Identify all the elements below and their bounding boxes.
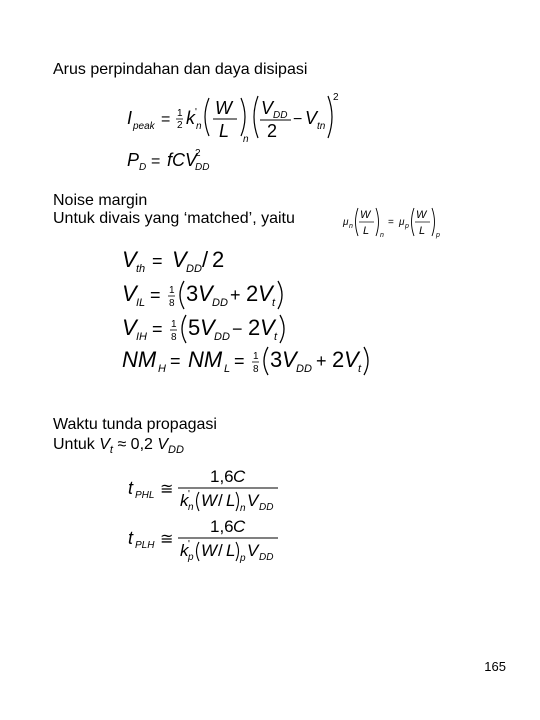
svg-text:V: V bbox=[305, 108, 318, 128]
svg-text:V: V bbox=[344, 347, 359, 372]
svg-text:2: 2 bbox=[248, 315, 261, 340]
formula-vth bbox=[120, 243, 240, 277]
svg-text:t: t bbox=[128, 528, 134, 548]
svg-text:p: p bbox=[405, 223, 409, 230]
svg-text:DD: DD bbox=[296, 363, 312, 375]
svg-text:−: − bbox=[293, 111, 303, 128]
svg-text:8: 8 bbox=[171, 332, 177, 343]
svg-text:=: = bbox=[151, 153, 161, 170]
svg-text:n: n bbox=[349, 223, 353, 230]
svg-text:n: n bbox=[240, 503, 246, 514]
svg-text:DD: DD bbox=[273, 110, 288, 121]
svg-text:th: th bbox=[136, 263, 146, 275]
svg-text:NM: NM bbox=[122, 347, 157, 372]
svg-text:2: 2 bbox=[267, 121, 278, 141]
svg-text:DD: DD bbox=[186, 263, 202, 275]
svg-text:DD: DD bbox=[195, 162, 210, 173]
svg-text:t: t bbox=[358, 363, 362, 375]
vt-symbol: $V_t$ bbox=[99, 436, 113, 457]
svg-text:H: H bbox=[158, 363, 166, 375]
svg-text:L: L bbox=[224, 363, 231, 375]
svg-text:2: 2 bbox=[332, 347, 345, 372]
svg-text:L: L bbox=[419, 225, 426, 237]
svg-text:8: 8 bbox=[253, 364, 259, 375]
svg-text:t: t bbox=[272, 297, 276, 309]
formula-pd bbox=[125, 146, 235, 174]
svg-text:V: V bbox=[122, 281, 137, 306]
section-subheading-vt bbox=[53, 436, 184, 459]
svg-text:L: L bbox=[226, 491, 236, 510]
svg-text:IL: IL bbox=[136, 297, 146, 309]
section-heading-current-power: Arus perpindahan dan daya disipasi bbox=[53, 61, 308, 78]
svg-text:n: n bbox=[380, 232, 384, 239]
svg-text:DD: DD bbox=[259, 502, 274, 513]
svg-text:1,6: 1,6 bbox=[210, 517, 234, 536]
section-subheading-matched: Untuk divais yang ‘matched’, yaitu bbox=[53, 210, 295, 227]
page-number: 165 bbox=[484, 659, 506, 674]
svg-text:C: C bbox=[233, 467, 246, 486]
svg-text:V: V bbox=[282, 347, 297, 372]
svg-text:PHL: PHL bbox=[135, 490, 155, 501]
svg-text:t: t bbox=[274, 331, 278, 343]
svg-text:V: V bbox=[122, 247, 137, 272]
svg-text:1,6: 1,6 bbox=[210, 467, 234, 486]
svg-text:3: 3 bbox=[186, 281, 199, 306]
svg-text:n: n bbox=[243, 134, 249, 145]
svg-text:V: V bbox=[247, 541, 259, 560]
svg-text:L: L bbox=[226, 541, 236, 560]
svg-text:2: 2 bbox=[246, 281, 259, 306]
svg-text:t: t bbox=[128, 478, 134, 498]
svg-text:=: = bbox=[152, 251, 163, 271]
svg-text:≅: ≅ bbox=[160, 481, 174, 498]
svg-text:V: V bbox=[172, 247, 187, 272]
svg-text:V: V bbox=[260, 315, 275, 340]
svg-text:DD: DD bbox=[214, 331, 230, 343]
svg-text:1: 1 bbox=[253, 351, 259, 362]
svg-text:≅: ≅ bbox=[160, 531, 174, 548]
svg-text:1: 1 bbox=[177, 108, 183, 119]
svg-text:n: n bbox=[196, 121, 202, 132]
svg-text:DD: DD bbox=[259, 552, 274, 563]
svg-text:V: V bbox=[198, 281, 213, 306]
svg-text:3: 3 bbox=[270, 347, 283, 372]
svg-text:k: k bbox=[186, 108, 195, 128]
svg-text:W: W bbox=[360, 209, 371, 221]
svg-text:': ' bbox=[188, 539, 190, 550]
svg-text:=: = bbox=[150, 285, 161, 305]
svg-text:=: = bbox=[170, 351, 181, 371]
formula-tplh bbox=[126, 514, 286, 566]
svg-text:/: / bbox=[218, 491, 223, 510]
svg-text:=: = bbox=[388, 217, 394, 228]
svg-text:1: 1 bbox=[171, 319, 177, 330]
svg-text:p: p bbox=[188, 552, 194, 563]
svg-text:k: k bbox=[180, 541, 189, 560]
svg-text:/: / bbox=[218, 541, 223, 560]
svg-text:8: 8 bbox=[169, 298, 175, 309]
svg-text:V: V bbox=[247, 491, 259, 510]
svg-text:C: C bbox=[233, 517, 246, 536]
svg-text:peak: peak bbox=[133, 121, 155, 132]
svg-text:−: − bbox=[232, 319, 243, 339]
svg-text:p: p bbox=[240, 553, 246, 564]
svg-text:L: L bbox=[363, 225, 370, 237]
svg-text:+: + bbox=[230, 285, 241, 305]
formula-tphl bbox=[126, 464, 286, 514]
section-heading-noise-margin: Noise margin bbox=[53, 192, 148, 209]
svg-text:W: W bbox=[416, 209, 427, 221]
formula-vih bbox=[120, 311, 290, 345]
svg-text:/: / bbox=[202, 247, 209, 272]
vt-condition-prefix: Untuk bbox=[53, 436, 100, 453]
svg-text:DD: DD bbox=[212, 297, 228, 309]
svg-text:1: 1 bbox=[169, 285, 175, 296]
svg-text:V: V bbox=[261, 98, 274, 118]
svg-text:2: 2 bbox=[195, 148, 201, 159]
vt-condition-value: ≈ 0,2 bbox=[117, 436, 153, 453]
svg-text:': ' bbox=[195, 107, 197, 118]
formula-noise-margin bbox=[120, 343, 380, 379]
svg-text:=: = bbox=[161, 111, 171, 128]
svg-text:L: L bbox=[219, 121, 230, 141]
svg-text:IH: IH bbox=[136, 331, 147, 343]
svg-text:fCV: fCV bbox=[167, 150, 198, 170]
svg-text:PLH: PLH bbox=[135, 540, 155, 551]
formula-vil bbox=[120, 277, 290, 311]
section-heading-propagation-delay: Waktu tunda propagasi bbox=[53, 416, 217, 433]
svg-text:V: V bbox=[258, 281, 273, 306]
vdd-symbol: $V_{DD}$ bbox=[157, 436, 184, 457]
svg-text:D: D bbox=[139, 162, 147, 173]
svg-text:=: = bbox=[234, 351, 245, 371]
svg-text:V: V bbox=[122, 315, 137, 340]
svg-text:tn: tn bbox=[317, 121, 326, 132]
svg-text:p: p bbox=[436, 232, 440, 239]
svg-text:2: 2 bbox=[177, 120, 183, 131]
svg-text:μ: μ bbox=[343, 217, 349, 228]
svg-text:n: n bbox=[188, 502, 194, 513]
svg-text:W: W bbox=[201, 541, 218, 560]
svg-text:NM: NM bbox=[188, 347, 223, 372]
svg-text:W: W bbox=[201, 491, 218, 510]
svg-text:2: 2 bbox=[333, 92, 339, 103]
svg-text:': ' bbox=[188, 489, 190, 500]
svg-text:V: V bbox=[200, 315, 215, 340]
svg-text:W: W bbox=[215, 98, 232, 118]
formula-ipeak bbox=[125, 90, 345, 150]
svg-text:k: k bbox=[180, 491, 189, 510]
svg-text:=: = bbox=[152, 319, 163, 339]
formula-matched bbox=[342, 203, 447, 241]
svg-text:μ: μ bbox=[399, 217, 405, 228]
svg-text:5: 5 bbox=[188, 315, 201, 340]
svg-text:I: I bbox=[127, 108, 133, 128]
svg-text:+: + bbox=[316, 351, 327, 371]
svg-text:2: 2 bbox=[212, 247, 225, 272]
svg-text:P: P bbox=[127, 150, 140, 170]
